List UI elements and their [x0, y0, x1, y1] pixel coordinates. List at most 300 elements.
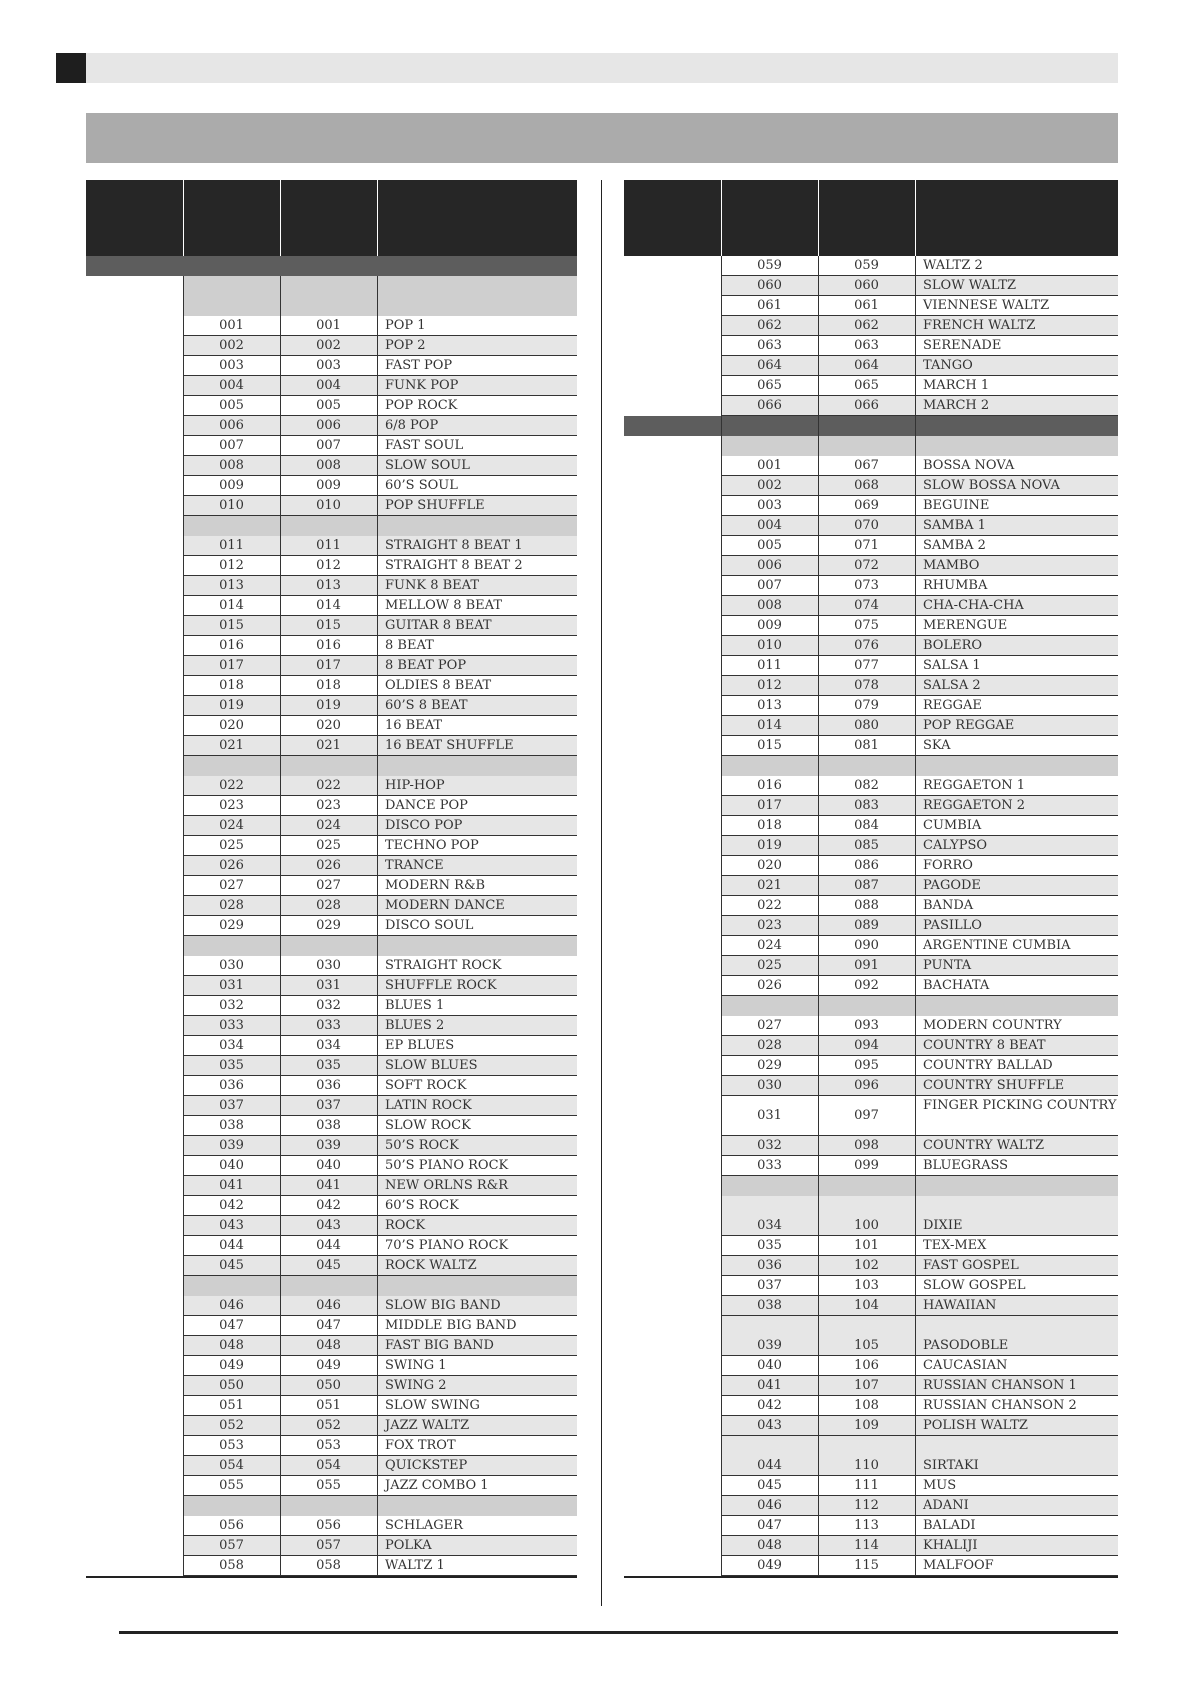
rhythm-number: 001 [316, 318, 341, 333]
rhythm-number: 031 [280, 976, 377, 996]
category-number: 027 [757, 1018, 782, 1033]
category-band [721, 996, 1118, 1016]
category-number: 046 [183, 1296, 280, 1316]
rhythm-number: 002 [280, 336, 377, 356]
rhythm-number: 062 [818, 316, 915, 336]
rhythm-number: 025 [316, 838, 341, 853]
rhythm-number: 079 [854, 698, 879, 713]
category-band [721, 1196, 1118, 1216]
category-band [183, 936, 577, 956]
rhythm-number: 102 [818, 1256, 915, 1276]
category-number: 052 [183, 1416, 280, 1436]
category-number: 018 [757, 818, 782, 833]
rhythm-number: 100 [818, 1216, 915, 1236]
rhythm-name: POP SHUFFLE [377, 496, 577, 516]
category-number: 012 [219, 558, 244, 573]
category-number: 022 [757, 898, 782, 913]
rhythm-name: 8 BEAT POP [377, 656, 577, 676]
category-number: 015 [183, 616, 280, 636]
rhythm-name: ADANI [915, 1496, 1118, 1516]
rhythm-number: 004 [280, 376, 377, 396]
category-number: 037 [757, 1278, 782, 1293]
category-number: 034 [721, 1216, 818, 1236]
rhythm-name: SKA [923, 738, 951, 753]
rhythm-number: 041 [280, 1176, 377, 1196]
rhythm-name: ARGENTINE CUMBIA [923, 938, 1071, 953]
section-title-bar [86, 113, 1118, 163]
rhythm-number: 096 [818, 1076, 915, 1096]
rhythm-name: RHUMBA [923, 578, 988, 593]
rhythm-name: SHUFFLE ROCK [377, 976, 577, 996]
category-number: 013 [183, 576, 280, 596]
category-number: 058 [219, 1558, 244, 1573]
column-rule [915, 256, 916, 1576]
rhythm-number: 107 [818, 1376, 915, 1396]
category-number: 002 [721, 476, 818, 496]
rhythm-name: HAWAIIAN [915, 1296, 1118, 1316]
rhythm-name: 8 BEAT [385, 638, 434, 653]
category-number: 049 [757, 1558, 782, 1573]
rhythm-name: DISCO SOUL [385, 918, 474, 933]
rhythm-number: 091 [818, 956, 915, 976]
rhythm-number: 061 [854, 298, 879, 313]
rhythm-name: GUITAR 8 BEAT [377, 616, 577, 636]
category-number: 030 [721, 1076, 818, 1096]
rhythm-name: TANGO [915, 356, 1118, 376]
rhythm-number: 114 [818, 1536, 915, 1556]
category-number: 038 [219, 1118, 244, 1133]
rhythm-name: REGGAE [923, 698, 982, 713]
rhythm-name: BEGUINE [923, 498, 990, 513]
rhythm-number: 047 [316, 1318, 341, 1333]
rhythm-number: 054 [280, 1456, 377, 1476]
category-number: 002 [183, 336, 280, 356]
category-number: 013 [757, 698, 782, 713]
rhythm-number: 077 [854, 658, 879, 673]
rhythm-name: STRAIGHT 8 BEAT 2 [385, 558, 523, 573]
rhythm-name: DIXIE [915, 1216, 1118, 1236]
rhythm-name: PAGODE [915, 876, 1118, 896]
category-number: 066 [721, 396, 818, 416]
rhythm-name: MODERN R&B [385, 878, 486, 893]
category-number: 024 [183, 816, 280, 836]
category-number: 044 [219, 1238, 244, 1253]
rhythm-name: JAZZ WALTZ [377, 1416, 577, 1436]
rhythm-number: 010 [280, 496, 377, 516]
rhythm-number: 052 [280, 1416, 377, 1436]
rhythm-number: 059 [854, 258, 879, 273]
rhythm-number: 115 [854, 1558, 879, 1573]
rhythm-number: 046 [280, 1296, 377, 1316]
rhythm-name: 16 BEAT SHUFFLE [377, 736, 577, 756]
category-number: 045 [757, 1478, 782, 1493]
category-number: 059 [757, 258, 782, 273]
rhythm-number: 011 [280, 536, 377, 556]
category-band [721, 1436, 1118, 1456]
rhythm-number: 073 [854, 578, 879, 593]
rhythm-name: POLKA [377, 1536, 577, 1556]
category-number: 038 [721, 1296, 818, 1316]
rhythm-number: 060 [818, 276, 915, 296]
rhythm-name: DISCO POP [377, 816, 577, 836]
category-number: 022 [183, 776, 280, 796]
rhythm-number: 027 [316, 878, 341, 893]
category-number: 028 [721, 1036, 818, 1056]
rhythm-name: MELLOW 8 BEAT [385, 598, 503, 613]
column-rule [818, 256, 819, 1576]
category-number: 055 [219, 1478, 244, 1493]
rhythm-name: 70’S PIANO ROCK [385, 1238, 509, 1253]
category-number: 016 [757, 778, 782, 793]
rhythm-number: 019 [280, 696, 377, 716]
rhythm-name: RUSSIAN CHANSON 1 [915, 1376, 1118, 1396]
rhythm-number: 063 [854, 338, 879, 353]
rhythm-name: RUSSIAN CHANSON 2 [923, 1398, 1077, 1413]
rhythm-name: ROCK [377, 1216, 577, 1236]
category-number: 004 [183, 376, 280, 396]
table-bottom-rule [624, 1576, 1118, 1578]
rhythm-name: MERENGUE [923, 618, 1008, 633]
rhythm-number: 088 [854, 898, 879, 913]
column-rule [721, 256, 722, 1576]
category-number: 006 [183, 416, 280, 436]
rhythm-number: 066 [818, 396, 915, 416]
rhythm-name: COUNTRY 8 BEAT [915, 1036, 1118, 1056]
rhythm-name: NEW ORLNS R&R [377, 1176, 577, 1196]
rhythm-number: 021 [280, 736, 377, 756]
category-number: 017 [721, 796, 818, 816]
rhythm-name: SIRTAKI [915, 1456, 1118, 1476]
category-number: 051 [219, 1398, 244, 1413]
rhythm-name: MODERN COUNTRY [923, 1018, 1062, 1033]
category-number: 029 [757, 1058, 782, 1073]
rhythm-name: FAST SOUL [385, 438, 464, 453]
rhythm-number: 015 [280, 616, 377, 636]
rhythm-number: 069 [854, 498, 879, 513]
category-number: 060 [721, 276, 818, 296]
rhythm-number: 113 [854, 1518, 879, 1533]
category-band [721, 756, 1118, 776]
rhythm-number: 035 [280, 1056, 377, 1076]
category-number: 048 [721, 1536, 818, 1556]
category-number: 008 [721, 596, 818, 616]
rhythm-number: 051 [316, 1398, 341, 1413]
category-band [183, 1276, 577, 1296]
rhythm-number: 083 [818, 796, 915, 816]
category-band [183, 516, 577, 536]
rhythm-name: MARCH 2 [915, 396, 1118, 416]
rhythm-number: 055 [316, 1478, 341, 1493]
rhythm-number: 033 [280, 1016, 377, 1036]
rhythm-number: 017 [280, 656, 377, 676]
rhythm-number: 076 [818, 636, 915, 656]
rhythm-name: PASODOBLE [915, 1336, 1118, 1356]
rhythm-name: VIENNESE WALTZ [923, 298, 1050, 313]
rhythm-number: 105 [818, 1336, 915, 1356]
category-number: 010 [183, 496, 280, 516]
rhythm-name: SAMBA 1 [915, 516, 1118, 536]
rhythm-number: 037 [280, 1096, 377, 1116]
rhythm-name: 60’S SOUL [385, 478, 458, 493]
rhythm-number: 038 [316, 1118, 341, 1133]
category-number: 047 [757, 1518, 782, 1533]
rhythm-number: 081 [854, 738, 879, 753]
category-number: 001 [757, 458, 782, 473]
category-number: 041 [183, 1176, 280, 1196]
category-number: 040 [219, 1158, 244, 1173]
rhythm-number: 040 [316, 1158, 341, 1173]
category-number: 046 [721, 1496, 818, 1516]
rhythm-name: HIP-HOP [377, 776, 577, 796]
category-number: 009 [757, 618, 782, 633]
category-number: 011 [183, 536, 280, 556]
rhythm-name: SWING 1 [385, 1358, 447, 1373]
rhythm-number: 028 [280, 896, 377, 916]
table-header-divider [721, 180, 722, 256]
rhythm-number: 034 [316, 1038, 341, 1053]
rhythm-number: 065 [854, 378, 879, 393]
rhythm-number: 053 [316, 1438, 341, 1453]
rhythm-name: 50’S ROCK [377, 1136, 577, 1156]
category-number: 035 [183, 1056, 280, 1076]
category-number: 025 [721, 956, 818, 976]
rhythm-number: 085 [818, 836, 915, 856]
rhythm-number: 082 [854, 778, 879, 793]
rhythm-name: MALFOOF [923, 1558, 994, 1573]
rhythm-name: FUNK 8 BEAT [377, 576, 577, 596]
rhythm-name: DANCE POP [385, 798, 468, 813]
rhythm-number: 020 [316, 718, 341, 733]
category-number: 042 [757, 1398, 782, 1413]
rhythm-name: POP ROCK [385, 398, 458, 413]
category-number: 005 [219, 398, 244, 413]
rhythm-name: TRANCE [377, 856, 577, 876]
rhythm-name: COUNTRY WALTZ [915, 1136, 1118, 1156]
rhythm-number: 029 [316, 918, 341, 933]
rhythm-number: 108 [854, 1398, 879, 1413]
rhythm-number: 016 [316, 638, 341, 653]
rhythm-name: FAST POP [385, 358, 453, 373]
rhythm-number: 112 [818, 1496, 915, 1516]
rhythm-name: CALYPSO [915, 836, 1118, 856]
category-number: 024 [757, 938, 782, 953]
column-rule [280, 276, 281, 1576]
rhythm-name: POLISH WALTZ [915, 1416, 1118, 1436]
category-number: 003 [757, 498, 782, 513]
rhythm-name: 60’S 8 BEAT [377, 696, 577, 716]
category-number: 010 [721, 636, 818, 656]
category-number: 019 [183, 696, 280, 716]
rhythm-number: 043 [280, 1216, 377, 1236]
rhythm-number: 078 [818, 676, 915, 696]
rhythm-name: TEX-MEX [923, 1238, 987, 1253]
rhythm-name: ROCK WALTZ [377, 1256, 577, 1276]
rhythm-name: COUNTRY SHUFFLE [915, 1076, 1118, 1096]
category-number: 050 [183, 1376, 280, 1396]
category-number: 016 [219, 638, 244, 653]
rhythm-name: OLDIES 8 BEAT [385, 678, 492, 693]
category-number: 032 [721, 1136, 818, 1156]
table-header-divider [280, 180, 281, 256]
rhythm-name: FOX TROT [385, 1438, 456, 1453]
rhythm-name: MARCH 1 [923, 378, 990, 393]
category-number: 008 [183, 456, 280, 476]
rhythm-number: 104 [818, 1296, 915, 1316]
category-number: 053 [219, 1438, 244, 1453]
rhythm-name: PUNTA [915, 956, 1118, 976]
rhythm-name: FORRO [923, 858, 973, 873]
rhythm-name: MODERN DANCE [377, 896, 577, 916]
rhythm-number: 018 [316, 678, 341, 693]
category-number: 005 [757, 538, 782, 553]
category-number: 007 [219, 438, 244, 453]
category-number: 043 [721, 1416, 818, 1436]
category-number: 031 [183, 976, 280, 996]
category-band [183, 756, 577, 776]
rhythm-number: 007 [316, 438, 341, 453]
rhythm-number: 064 [818, 356, 915, 376]
rhythm-number: 049 [316, 1358, 341, 1373]
rhythm-name: SLOW ROCK [385, 1118, 471, 1133]
category-number: 001 [219, 318, 244, 333]
category-number: 031 [757, 1108, 782, 1123]
rhythm-name: REGGAETON 2 [915, 796, 1118, 816]
rhythm-name: POP 2 [377, 336, 577, 356]
rhythm-number: 008 [280, 456, 377, 476]
category-number: 019 [721, 836, 818, 856]
rhythm-name: 50’S PIANO ROCK [385, 1158, 509, 1173]
category-number: 047 [219, 1318, 244, 1333]
rhythm-number: 005 [316, 398, 341, 413]
rhythm-number: 003 [316, 358, 341, 373]
column-rule [183, 276, 184, 1576]
category-number: 056 [219, 1518, 244, 1533]
category-band [721, 436, 1118, 456]
rhythm-name: FAST BIG BAND [377, 1336, 577, 1356]
rhythm-name: BLUEGRASS [923, 1158, 1009, 1173]
rhythm-name: SLOW BIG BAND [377, 1296, 577, 1316]
rhythm-name: STRAIGHT ROCK [385, 958, 502, 973]
column-divider [601, 180, 602, 1606]
rhythm-number: 110 [818, 1456, 915, 1476]
category-number: 035 [757, 1238, 782, 1253]
rhythm-name: STRAIGHT 8 BEAT 1 [377, 536, 577, 556]
category-number: 026 [183, 856, 280, 876]
rhythm-number: 057 [280, 1536, 377, 1556]
rhythm-number: 030 [316, 958, 341, 973]
category-number: 023 [219, 798, 244, 813]
rhythm-name: KHALIJI [915, 1536, 1118, 1556]
rhythm-number: 099 [854, 1158, 879, 1173]
category-number: 014 [721, 716, 818, 736]
category-number: 020 [757, 858, 782, 873]
rhythm-number: 084 [854, 818, 879, 833]
category-band [183, 296, 577, 316]
rhythm-name: POP REGGAE [915, 716, 1118, 736]
category-band [183, 276, 577, 296]
category-number: 006 [721, 556, 818, 576]
rhythm-number: 094 [818, 1036, 915, 1056]
rhythm-name: PASILLO [915, 916, 1118, 936]
column-rule [377, 276, 378, 1576]
rhythm-name: TECHNO POP [385, 838, 479, 853]
category-number: 003 [219, 358, 244, 373]
rhythm-name: CAUCASIAN [923, 1358, 1008, 1373]
rhythm-number: 048 [280, 1336, 377, 1356]
category-number: 007 [757, 578, 782, 593]
rhythm-name: SLOW SOUL [377, 456, 577, 476]
rhythm-name: 6/8 POP [377, 416, 577, 436]
rhythm-number: 075 [854, 618, 879, 633]
rhythm-number: 045 [280, 1256, 377, 1276]
rhythm-name: WALTZ 1 [385, 1558, 445, 1573]
category-number: 061 [757, 298, 782, 313]
category-number: 021 [183, 736, 280, 756]
rhythm-name: SLOW WALTZ [915, 276, 1118, 296]
category-number: 030 [219, 958, 244, 973]
rhythm-number: 056 [316, 1518, 341, 1533]
table-header-divider [377, 180, 378, 256]
rhythm-number: 080 [818, 716, 915, 736]
rhythm-number: 089 [818, 916, 915, 936]
rhythm-name: POP 1 [385, 318, 426, 333]
category-number: 064 [721, 356, 818, 376]
table-header-divider [915, 180, 916, 256]
rhythm-number: 024 [280, 816, 377, 836]
rhythm-name: EP BLUES [385, 1038, 455, 1053]
category-number: 028 [183, 896, 280, 916]
rhythm-name: SERENADE [923, 338, 1002, 353]
category-number: 034 [219, 1038, 244, 1053]
category-number: 049 [219, 1358, 244, 1373]
rhythm-number: 095 [854, 1058, 879, 1073]
category-number: 032 [219, 998, 244, 1013]
rhythm-number: 071 [854, 538, 879, 553]
rhythm-name: MAMBO [915, 556, 1118, 576]
rhythm-number: 090 [854, 938, 879, 953]
rhythm-number: 074 [818, 596, 915, 616]
rhythm-number: 097 [854, 1108, 879, 1123]
rhythm-name: QUICKSTEP [377, 1456, 577, 1476]
category-number: 033 [757, 1158, 782, 1173]
rhythm-name: MIDDLE BIG BAND [385, 1318, 517, 1333]
category-number: 054 [183, 1456, 280, 1476]
rhythm-number: 044 [316, 1238, 341, 1253]
rhythm-number: 072 [818, 556, 915, 576]
rhythm-name: SOFT ROCK [385, 1078, 467, 1093]
category-number: 057 [183, 1536, 280, 1556]
category-number: 045 [183, 1256, 280, 1276]
rhythm-number: 026 [280, 856, 377, 876]
category-number: 021 [721, 876, 818, 896]
table-header-divider [183, 180, 184, 256]
rhythm-name: 16 BEAT [385, 718, 443, 733]
rhythm-name: SLOW BLUES [377, 1056, 577, 1076]
category-band [721, 1316, 1118, 1336]
rhythm-number: 012 [316, 558, 341, 573]
category-number: 043 [183, 1216, 280, 1236]
table-header [624, 180, 1118, 256]
category-number: 048 [183, 1336, 280, 1356]
category-band [721, 1176, 1118, 1196]
rhythm-number: 092 [854, 978, 879, 993]
category-number: 018 [219, 678, 244, 693]
rhythm-number: 067 [854, 458, 879, 473]
rhythm-number: 042 [316, 1198, 341, 1213]
rhythm-number: 103 [854, 1278, 879, 1293]
category-number: 020 [219, 718, 244, 733]
rhythm-number: 106 [854, 1358, 879, 1373]
